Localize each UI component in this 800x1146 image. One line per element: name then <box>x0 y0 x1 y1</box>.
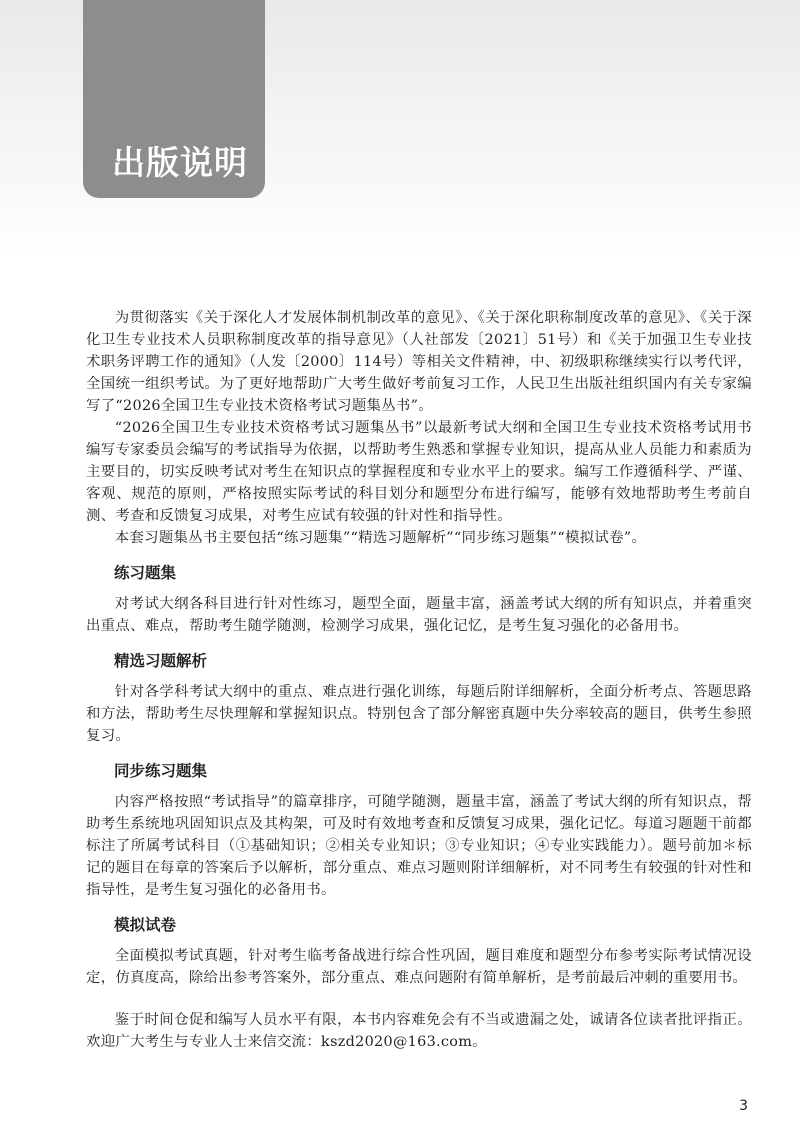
page-number: 3 <box>739 1098 748 1114</box>
section-body-mock: 全面模拟考试真题，针对考生临考备战进行综合性巩固，题目难度和题型分布参考实际考试情况设定，仿真度高，除给出参考答案外，部分重点、难点问题附有简单解析，是考前最后冲刺的重要用书。 <box>86 948 752 986</box>
main-content <box>86 307 752 1053</box>
section-body-sync: 内容严格按照“考试指导”的篇章排序，可随学随测，题量丰富，涵盖了考试大纲的所有知识点，帮助考生系统地巩固知识点及其构架，可及时有效地考查和反馈复习成果，强化记忆。每道习题题干前都标注了所属考试科目（①基础知识；②相关专业知识；③专业知识；④专业实践能力）。题号前加＊标记的题目在每章的答案后予以解析，部分重点、难点习题则附详细解析，对不同考生有较强的针对性和指导性，是考生复习强化的必备用书。 <box>86 794 752 898</box>
intro-paragraph-2: “2026全国卫生专业技术资格考试习题集丛书”以最新考试大纲和全国卫生专业技术资格考试用书编写专家委员会编写的考试指导为依据，以帮助考生熟悉和掌握专业知识，提高从业人员能力和素质为主要目的，切实反映考试对考生在知识点的掌握程度和专业水平上的要求。编写工作遵循科学、严谨、客观、规范的原则，严格按照实际考试的科目划分和题型分布进行编写，能够有效地帮助考生考前自测、考查和反馈复习成果，对考生应试有较强的针对性和指导性。 <box>86 420 752 524</box>
page-title: 出版说明 <box>112 143 248 182</box>
section-heading-practice: 练习题集 <box>114 564 177 582</box>
section-heading-mock: 模拟试卷 <box>114 916 177 934</box>
closing-paragraph: 鉴于时间仓促和编写人员水平有限，本书内容难免会有不当或遗漏之处，诚请各位读者批评指正。欢迎广大考生与专业人士来信交流：kszd2020@163.com。 <box>86 1012 752 1050</box>
intro-paragraph-1: 为贯彻落实《关于深化人才发展体制机制改革的意见》、《关于深化职称制度改革的意见》、《关于深化卫生专业技术人员职称制度改革的指导意见》（人社部发〔2021〕51号）和《关于加强卫生专业技术职务评聘工作的通知》（人发〔2000〕114号）等相关文件精神，中、初级职称继续实行以考代评，全国统一组织考试。为了更好地帮助广大考生做好考前复习工作，人民卫生出版社组织国内有关专家编写了“2026全国卫生专业技术资格考试习题集丛书”。 <box>86 310 752 414</box>
spacer <box>86 989 752 1009</box>
section-heading-selected: 精选习题解析 <box>114 652 208 670</box>
section-heading-sync: 同步练习题集 <box>114 762 208 780</box>
section-body-practice: 对考试大纲各科目进行针对性练习，题型全面，题量丰富，涵盖考试大纲的所有知识点，并着重突出重点、难点，帮助考生随学随测，检测学习成果，强化记忆，是考生复习强化的必备用书。 <box>86 596 752 634</box>
section-body-selected: 针对各学科考试大纲中的重点、难点进行强化训练，每题后附详细解析，全面分析考点、答题思路和方法，帮助考生尽快理解和掌握知识点。特别包含了部分解密真题中失分率较高的题目，供考生参照复习。 <box>86 684 752 744</box>
intro-paragraph-3: 本套习题集丛书主要包括“练习题集”“精选习题解析”“同步练习题集”“模拟试卷”。 <box>114 530 647 546</box>
